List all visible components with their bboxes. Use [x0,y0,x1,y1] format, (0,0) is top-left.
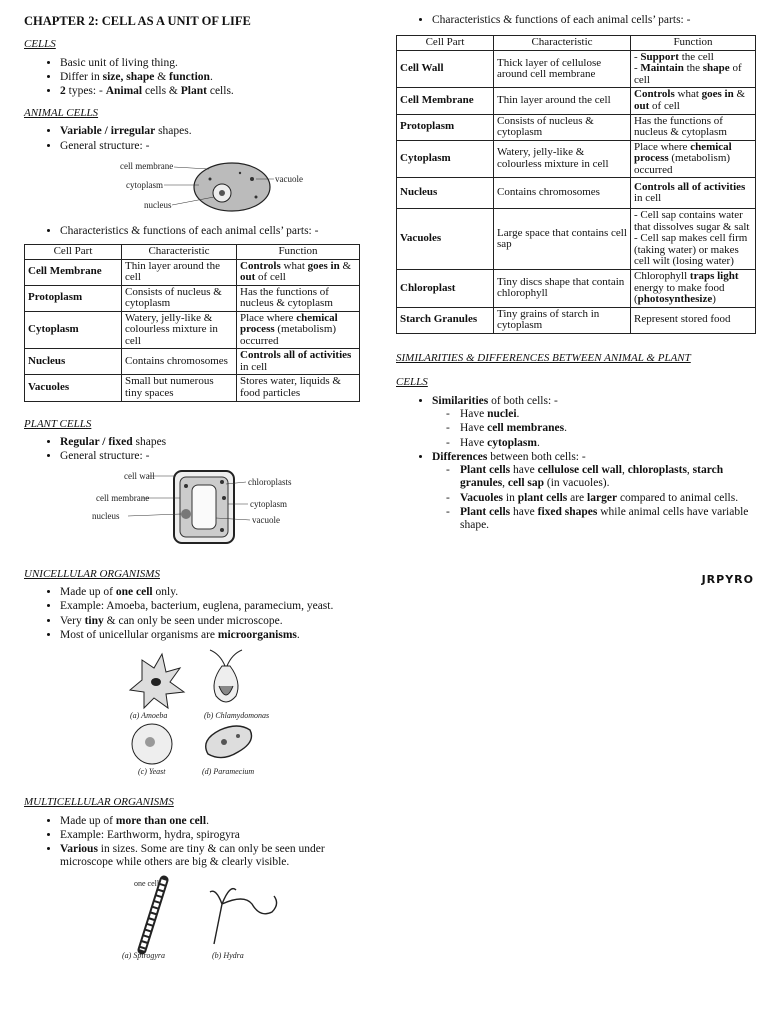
list-item: • Made up of one cell only. [60,586,364,599]
table-row: Starch Granules Tiny grains of starch in cytoplasm Represent stored food [397,307,756,333]
list-item: • Most of unicellular organisms are microorganisms. [60,629,364,642]
list-item: • Made up of more than one cell. [60,815,364,828]
hydra-caption: (b) Hydra [212,950,244,960]
list-item: • Very tiny & can only be seen under microscope. [60,615,364,628]
table-row: Cytoplasm Watery, jelly-like & colourless mixture in cell Place where chemical process (metabolism) occurred [25,311,360,349]
cell-membrane-label: cell membrane [96,492,150,503]
table-row: Chloroplast Tiny discs shape that contain chlorophyll Chlorophyll traps light energy to make food (photosynthesize) [397,269,756,307]
right-column [396,14,756,533]
nucleus-label: nucleus [92,510,120,521]
table-row: Vacuoles Large space that contains cell sap - Cell sap contains water that dissolves sugar & salt - Cell sap makes cell firm (taking water) or makes cell wilt (losing water) [397,209,756,270]
plant-cells-list [24,436,364,463]
similarities-heading: SIMILARITIES & DIFFERENCES BETWEEN ANIMAL & PLANT [396,351,691,364]
list-item: • 2 types: - Animal cells & Plant cells. [60,85,364,98]
amoeba-caption: (a) Amoeba [130,711,168,721]
list-item: • General structure: - [60,140,364,153]
unicellular-heading: UNICELLULAR ORGANISMS [24,567,160,580]
list-item: • Variable / irregular shapes. [60,125,364,138]
unicellular-diagram [24,646,364,782]
list-item: • Differ in size, shape & function. [60,71,364,84]
table-row: Protoplasm Consists of nucleus & cytoplasm Has the functions of nucleus & cytoplasm [397,114,756,140]
list-item: • Similarities of both cells: - - Have nuclei. - Have cell membranes. - Have cytoplasm. [432,395,756,450]
list-item: • Various in sizes. Some are tiny & can only be seen under microscope while others are big & clearly visible. [60,843,364,869]
list-item: • Differences between both cells: - - Plant cells have cellulose cell wall, chloroplasts, starch granules, cell sap (in vacuoles). - Vacuoles in plant cells are larger compared to animal cells. - Plant cells have fixed shapes while animal cells have variable shape. [432,451,756,532]
table-row: Protoplasm Consists of nucleus & cytoplasm Has the functions of nucleus & cytoplasm [25,285,360,311]
animal-cells-heading: ANIMAL CELLS [24,106,99,119]
table-header: Characteristic [122,244,237,259]
table-row: Cell Membrane Thin layer around the cell Controls what goes in & out of cell [397,88,756,114]
table-header: Function [631,36,756,51]
list-item: • Example: Earthworm, hydra, spirogyra [60,829,364,842]
nucleus-label: nucleus [144,199,172,210]
cells-heading: CELLS [24,38,56,51]
animal-table-intro [24,225,364,238]
spirogyra-caption: (a) Spirogyra [122,950,166,960]
author-stamp: JRPYRO [701,573,754,586]
list-item: • Regular / fixed shapes [60,436,364,449]
table-row: Nucleus Contains chromosomes Controls all of activities in cell [25,349,360,375]
page-title: CHAPTER 2: CELL AS A UNIT OF LIFE [24,14,251,28]
unicellular-list [24,586,364,642]
list-item: • Characteristics & functions of each animal cells’ parts: - [432,14,756,27]
chlamydomonas-caption: (b) Chlamydomonas [204,711,270,721]
animal-cell-table [24,244,360,402]
yeast-caption: (c) Yeast [138,767,166,777]
plant-cells-heading: PLANT CELLS [24,417,92,430]
plant-table-intro [396,14,756,27]
table-row: Vacuoles Small but numerous tiny spaces Stores water, liquids & food particles [25,375,360,401]
table-row: Cell Membrane Thin layer around the cell Controls what goes in & out of cell [25,259,360,285]
table-row: Cell Wall Thick layer of cellulose around cell membrane - Support the cell - Maintain the shape of cell [397,50,756,88]
list-item: • General structure: - [60,450,364,463]
table-row: Nucleus Contains chromosomes Controls all of activities in cell [397,178,756,209]
plant-cell-diagram [24,468,364,546]
table-header: Cell Part [397,36,494,51]
multicellular-list [24,815,364,870]
cytoplasm-label: cytoplasm [250,498,287,509]
list-item: • Basic unit of living thing. [60,57,364,70]
left-column [24,14,364,966]
one-cell-label: one cell [134,878,160,888]
cytoplasm-label: cytoplasm [126,179,163,190]
list-item: • Characteristics & functions of each animal cells’ parts: - [60,225,364,238]
table-header: Function [237,244,360,259]
chloroplasts-label: chloroplasts [248,476,292,487]
similarities-heading-cont: CELLS [396,376,428,389]
multicellular-diagram [24,874,364,960]
multicellular-heading: MULTICELLULAR ORGANISMS [24,796,174,809]
plant-cell-table [396,35,756,333]
cell-wall-label: cell wall [124,470,155,481]
vacuole-label: vacuole [275,173,303,184]
similarities-list [396,395,756,532]
vacuole-label: vacuole [252,514,280,525]
table-header: Cell Part [25,244,122,259]
table-header: Characteristic [494,36,631,51]
list-item: • Example: Amoeba, bacterium, euglena, paramecium, yeast. [60,600,364,613]
paramecium-caption: (d) Paramecium [202,767,255,777]
animal-cells-list [24,125,364,152]
animal-cell-diagram [24,157,364,219]
cells-list [24,57,364,99]
cell-membrane-label: cell membrane [120,160,174,171]
table-row: Cytoplasm Watery, jelly-like & colourless mixture in cell Place where chemical process (metabolism) occurred [397,140,756,178]
